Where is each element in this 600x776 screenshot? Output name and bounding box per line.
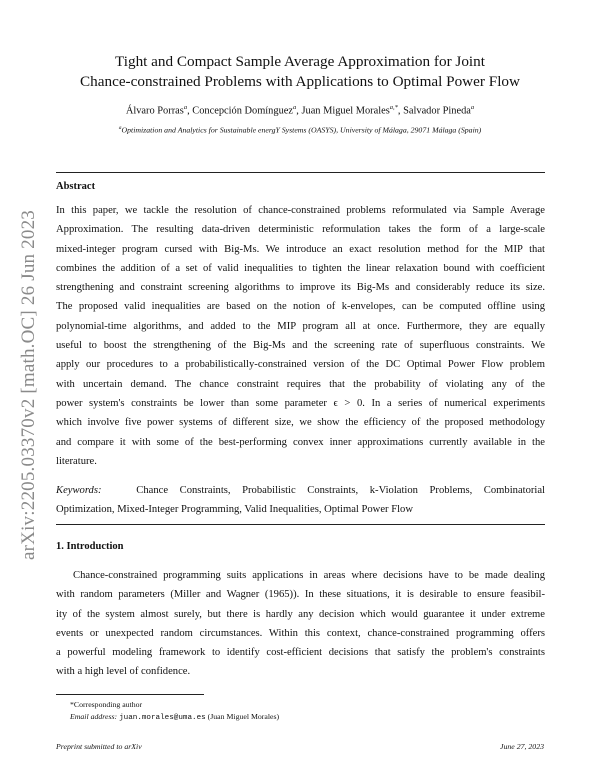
abstract-bottom-rule (56, 524, 545, 525)
footer-date: June 27, 2023 (500, 742, 544, 751)
abstract-line: Approximation. The resulting data-driven deterministic reformulation takes the form of a large-scale (56, 224, 545, 236)
intro-line: with a high level of confidence. (56, 666, 191, 678)
abstract-line: polynomial-time algorithms, and added to the MIP program all at once. Furthermore, they are equally (56, 320, 545, 332)
intro-line: ity of the system almost surely, but there is hardly any decision which would guarantee it under extreme (56, 608, 545, 620)
author-mark: a (470, 104, 475, 111)
abstract-line: literature. (56, 455, 97, 467)
abstract-line: and compare it with some of the best-performing convex inner approximations currently available in the (56, 436, 545, 448)
abstract-line: apply our procedures to a probabilistically-constrained version of the DC Optimal Power Flow problem (56, 359, 545, 371)
keywords-line: Optimization, Mixed-Integer Programming, Valid Inequalities, Optimal Power Flow (56, 504, 413, 516)
keywords-label: Keywords: (56, 485, 102, 496)
email-owner: (Juan Miguel Morales) (207, 712, 280, 721)
abstract-line: mixed-integer program cursed with Big-Ms. We introduce an exact resolution method for the MIP that (56, 243, 545, 255)
paper-title (60, 52, 540, 92)
footer-left: Preprint submitted to arXiv (56, 742, 142, 751)
arxiv-identifier: arXiv:2205.03370v2 [math.OC] 26 Jun 2023 (18, 210, 39, 560)
abstract-line: which involve five power systems of different size, we show the efficiency of the proposed methodology (56, 417, 545, 429)
abstract-body (56, 201, 545, 471)
author-list (60, 104, 540, 116)
keywords (56, 481, 545, 520)
author-name: Concepción Domínguez (192, 105, 293, 117)
footnote (56, 699, 279, 724)
introduction-heading: 1. Introduction (56, 541, 124, 552)
author-separator: , (296, 105, 302, 117)
author-separator: , (397, 105, 404, 117)
keywords-text: Chance Constraints, Probabilistic Constraints, k-Violation Problems, Combinatorial (136, 485, 545, 496)
author-name: Álvaro Porras (125, 105, 184, 117)
author-name: Salvador Pineda (403, 105, 471, 117)
author-mark: a (293, 104, 297, 111)
footnote-rule (56, 694, 204, 695)
intro-line: a powerful modeling framework to identify cost-efficient decisions that satisfy the problem's constraints (56, 647, 545, 659)
corresponding-author-note: *Corresponding author (70, 700, 143, 709)
intro-line: events or unexpected random circumstances. Within this context, chance-constrained programming offers (56, 627, 545, 639)
abstract-line: In this paper, we tackle the resolution of chance-constrained problems reformulated via Sample Average (56, 205, 545, 216)
email-address[interactable]: juan.morales@uma.es (119, 714, 206, 722)
title-line: Tight and Compact Sample Average Approximation for Joint (115, 53, 485, 70)
abstract-line: power system's constraints be lower than some parameter ϵ > 0. In a series of numerical experiments (56, 397, 545, 409)
keywords-line (56, 481, 545, 500)
affiliation-mark: a (118, 125, 122, 131)
author-mark: a (183, 104, 188, 111)
abstract-top-rule (56, 172, 545, 173)
title-line: Chance-constrained Problems with Applications to Optimal Power Flow (80, 73, 520, 90)
affiliation-text: Optimization and Analytics for Sustainable energY Systems (OASYS), University of Málaga, 29071 Málaga (Spain) (121, 125, 482, 135)
email-note (56, 711, 279, 724)
abstract-line: combines the addition of a set of valid inequalities to tighten the linear relaxation bound with coefficient (56, 262, 545, 274)
intro-line: Chance-constrained programming suits applications in areas where decisions have to be made dealing (73, 570, 545, 581)
author-mark: a,* (389, 104, 398, 111)
abstract-line: useful to boost the strengthening of the Big-Ms and the screening rate of superfluous constraints. We (56, 340, 545, 352)
abstract-line: The proposed valid inequalities are based on the notion of k-envelopes, can be computed offline using (56, 301, 545, 313)
abstract-heading: Abstract (56, 181, 96, 192)
abstract-line: strengthening and constraint screening algorithms to improve its Big-Ms and considerably reduce its size. (56, 282, 545, 294)
introduction-body (56, 566, 545, 682)
author-separator: , (187, 105, 193, 117)
author-name: Juan Miguel Morales (301, 105, 390, 117)
email-label: Email address: (70, 712, 118, 721)
intro-line: with random parameters (Miller and Wagner (1965)). In these situations, it is desirable to ensure feasibil- (56, 589, 545, 601)
affiliation (40, 125, 560, 135)
abstract-line: with uncertain demand. The chance constraint requires that the probability of violating any of the (56, 378, 545, 390)
